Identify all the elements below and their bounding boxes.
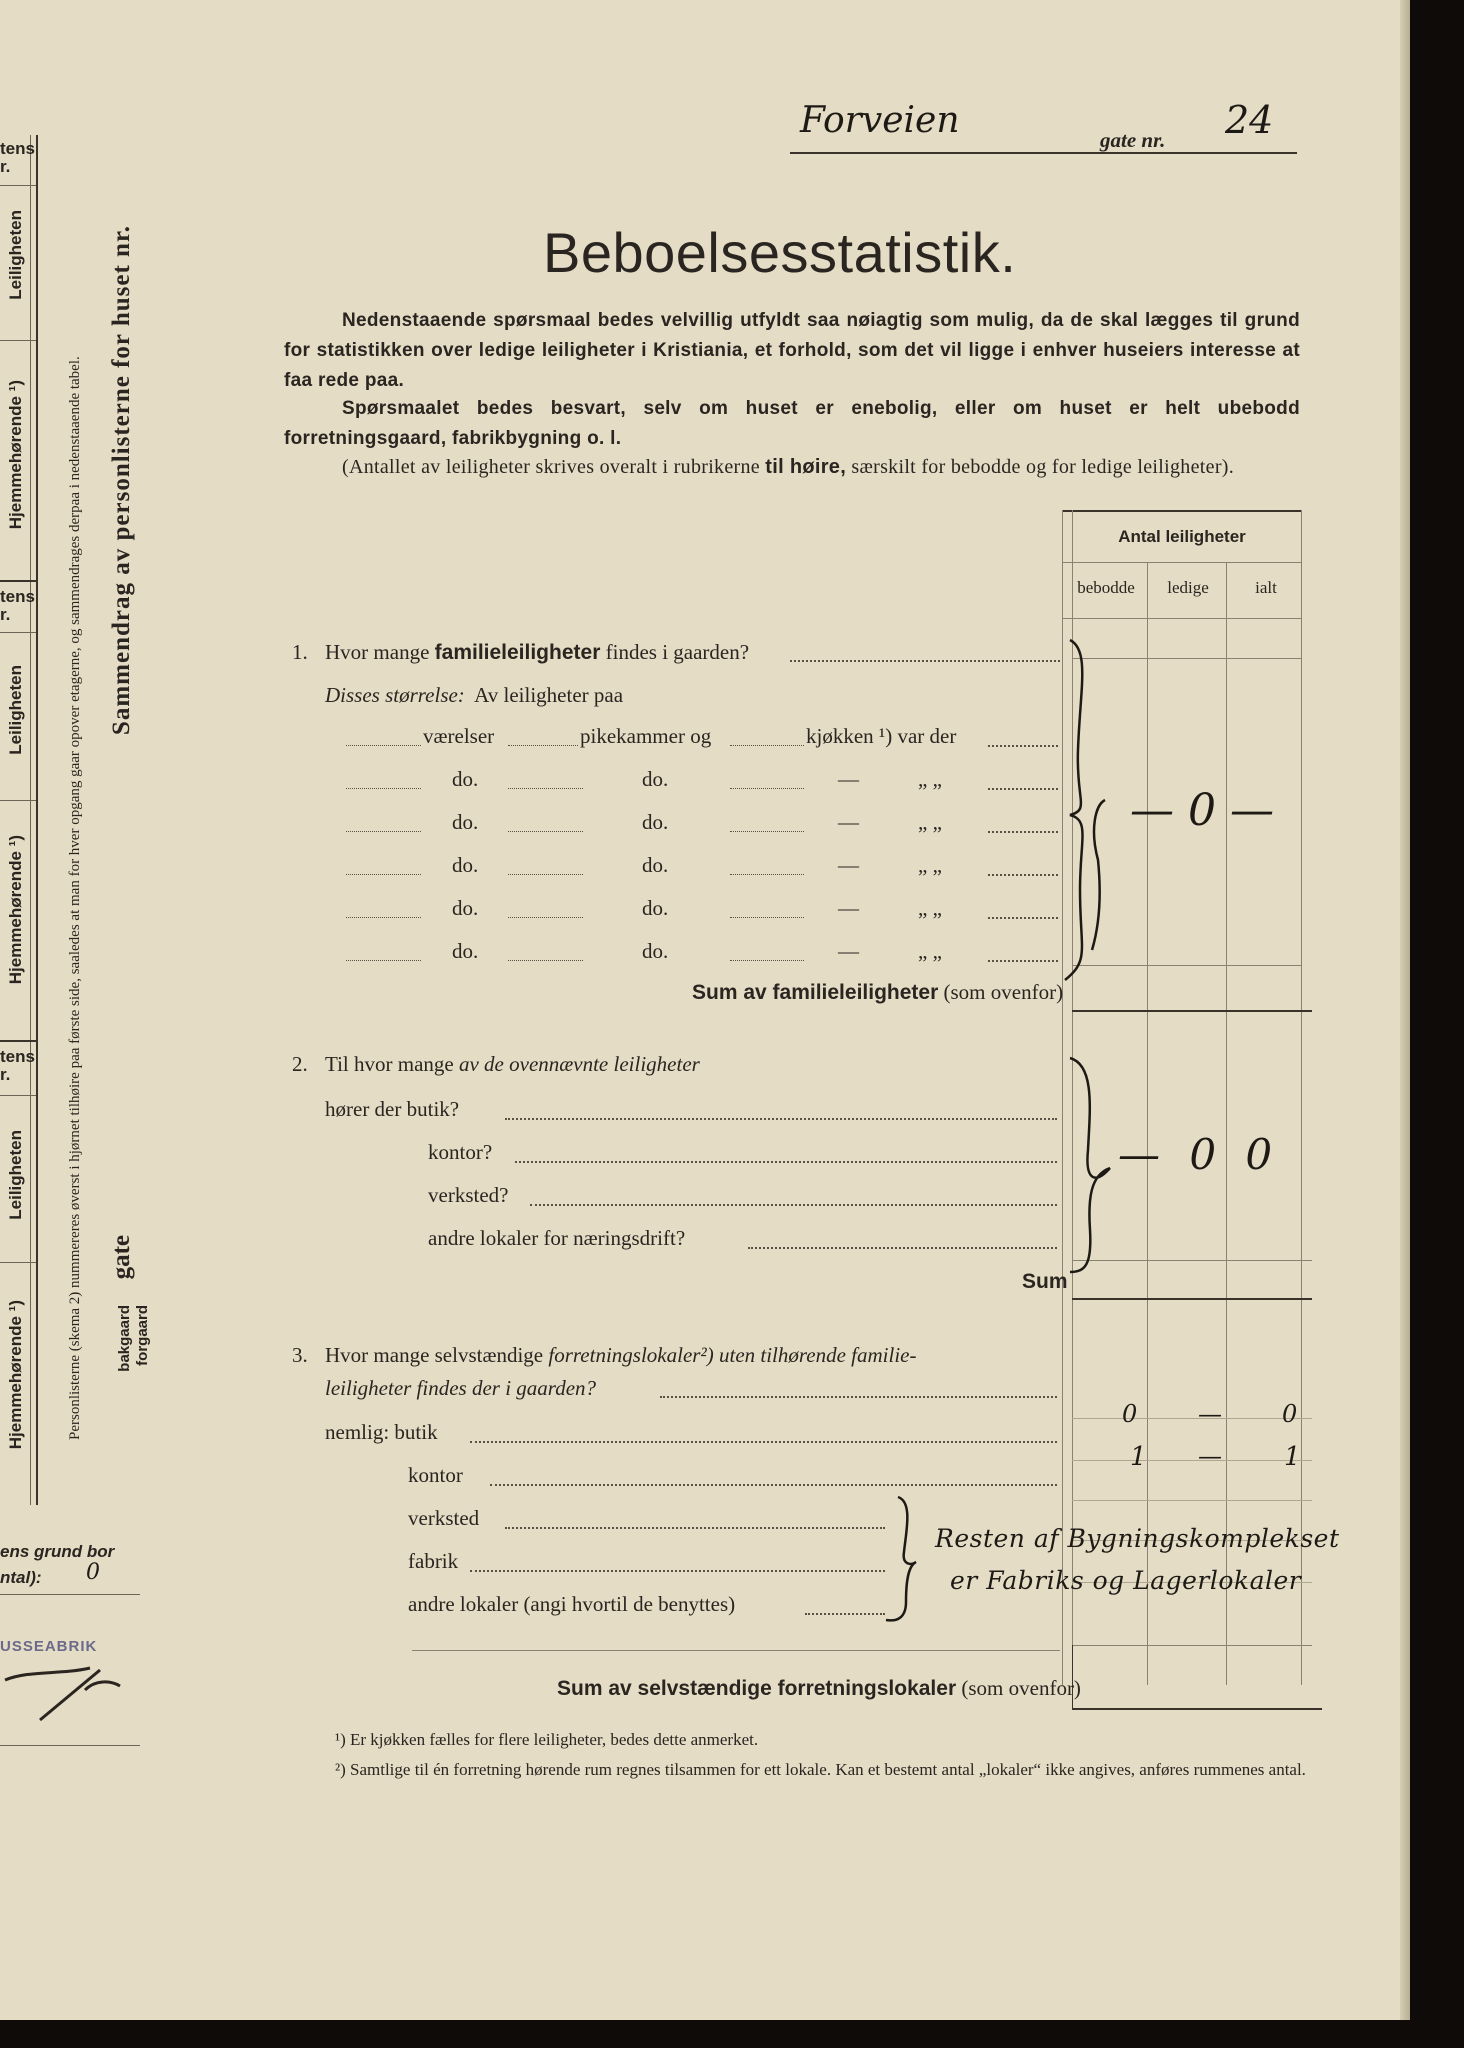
- q1-row-dash: —: [838, 896, 859, 920]
- q1-row-dash: —: [838, 810, 859, 834]
- dotted-leader: [988, 917, 1058, 919]
- dotted-leader: [346, 960, 421, 961]
- table-q2-sum-rule: [1072, 1298, 1312, 1300]
- table-top-rule: [1062, 510, 1302, 512]
- dotted-leader: [346, 874, 421, 875]
- q2-sum: Sum: [1022, 1270, 1068, 1293]
- q3-butik-ialt: 0: [1282, 1400, 1298, 1428]
- q1-row-dash: —: [838, 939, 859, 963]
- q1-text-c: findes i gaarden?: [605, 640, 750, 664]
- intro-p3-c: særskilt for bebodde og for ledige leiligheter).: [851, 456, 1235, 478]
- sidebar-bakgaard: bakgaard: [116, 1305, 133, 1372]
- sidebar-col-leil-2: Leiligheten: [6, 665, 25, 755]
- q3-verksted: verksted: [408, 1506, 480, 1530]
- page-edge: [1400, 0, 1410, 2020]
- sidebar-col-hjem-1: Hjemmehørende ¹): [6, 380, 25, 530]
- sidebar-col-leil-1: Leiligheten: [6, 210, 25, 300]
- sidebar-grund-a: ens grund bor: [0, 1542, 115, 1561]
- dotted-leader: [730, 874, 804, 875]
- q3-fabrik: fabrik: [408, 1549, 459, 1573]
- dotted-leader: [508, 874, 583, 875]
- dotted-leader: [346, 831, 421, 832]
- q3-text-line2: leiligheter findes der i gaarden?: [325, 1376, 597, 1400]
- sidebar-vertical-note-box: [66, 210, 106, 1440]
- intro-paragraph-1: Nedenstaaende spørsmaal bedes velvillig utfyldt saa nøiagtig som mulig, da de skal lægges til grund for statistikken over ledige leiligheter i Kristiania, et forhold, som det vil ligge i enhver huseiers interesse at faa rede paa.: [284, 310, 1300, 391]
- q3-butik: nemlig: butik: [325, 1420, 438, 1444]
- dotted-leader: [508, 917, 583, 918]
- q1-sum-b: (som ovenfor): [943, 980, 1064, 1004]
- dotted-leader: [730, 917, 804, 918]
- sidebar-col-hjem-2: Hjemmehørende ¹): [6, 835, 25, 985]
- table-q3-sum-rule: [1072, 1708, 1322, 1710]
- q1-row-do-2: do.: [642, 767, 669, 791]
- q1-row-do-2: do.: [642, 939, 669, 963]
- q3-butik-ledige: —: [1198, 1400, 1222, 1428]
- intro-paragraph-2: Spørsmaalet bedes besvart, selv om huset er enebolig, eller om huset er helt ubebodd forretningsgaard, fabrikbygning o. l.: [284, 398, 1300, 449]
- q1-row-dash: —: [838, 767, 859, 791]
- dotted-leader: [988, 788, 1058, 790]
- dotted-leader: [508, 960, 583, 961]
- q3-note-line2: er Fabriks og Lagerlokaler: [950, 1566, 1302, 1595]
- q3-note-line1: Resten af Bygningskomplekset: [935, 1524, 1340, 1553]
- q3-andre: andre lokaler (angi hvortil de benyttes): [408, 1592, 736, 1616]
- sidebar-signature-mark: [0, 1650, 140, 1740]
- intro-p3-b: til høire,: [765, 456, 847, 478]
- q2-text-a: Til hvor mange: [325, 1052, 454, 1076]
- q1-row-do-1: do.: [452, 810, 479, 834]
- q1-row-do-1: do.: [452, 767, 479, 791]
- footnote-2: ²) Samtlige til én forretning hørende rum regnes tilsammen for ett lokale. Kan et bestemt antal „lokaler“ ikke angives, anføres rummenes antal.: [335, 1760, 1306, 1779]
- q2-text-b: av de ovennævnte leiligheter: [458, 1052, 700, 1076]
- dotted-leader: [508, 788, 583, 789]
- q1-row-do-2: do.: [642, 896, 669, 920]
- dotted-leader: [508, 831, 583, 832]
- table-q1-sum-rule: [1072, 1010, 1312, 1012]
- q1-size-b: Av leiligheter paa: [474, 683, 624, 707]
- dotted-leader: [988, 831, 1058, 833]
- q1-row-do-1: do.: [452, 896, 479, 920]
- q3-brace-handwritten: [878, 1492, 928, 1627]
- q2-kontor: kontor?: [428, 1140, 493, 1164]
- sidebar-col-hjem-3: Hjemmehørende ¹): [6, 1300, 25, 1450]
- q1-row-do-1: do.: [452, 939, 479, 963]
- q3-sum: [557, 1676, 1081, 1701]
- page-title: Beboelsesstatistik.: [543, 221, 1017, 284]
- dotted-leader: [988, 960, 1058, 962]
- q1-kjokken: kjøkken ¹) var der: [806, 724, 957, 748]
- q1-vaerelser: værelser: [423, 724, 495, 748]
- sidebar-stamp: USSEABRIK: [0, 1638, 98, 1655]
- q1-sum: [692, 980, 1063, 1005]
- q1-row-ditto: „ „: [918, 810, 942, 834]
- col-header-ialt: ialt: [1255, 578, 1277, 597]
- sidebar-col-tens-1: tens r.: [0, 139, 35, 176]
- q2-text: [325, 1052, 700, 1077]
- sidebar-vertical-gate: gate: [108, 1235, 135, 1280]
- q1-text: [325, 640, 749, 665]
- q1-row-do-2: do.: [642, 810, 669, 834]
- q1-text-a: Hvor mange: [325, 640, 430, 664]
- house-number-handwritten: 24: [1225, 98, 1274, 142]
- q2-handwritten-answer: — 0 0: [1118, 1130, 1281, 1179]
- dotted-leader: [730, 960, 804, 961]
- q3-kontor-bebodde: 1: [1130, 1442, 1147, 1472]
- q3-kontor: kontor: [408, 1463, 463, 1487]
- q1-row-ditto: „ „: [918, 853, 942, 877]
- table-header-title: Antal leiligheter: [1118, 527, 1246, 546]
- dotted-leader: [730, 788, 804, 789]
- dotted-leader: [346, 917, 421, 918]
- q2-verksted: verksted?: [428, 1183, 509, 1207]
- sidebar-vertical-note: Personlisterne (skema 2) nummereres øverst i hjørnet tilhøire paa første side, saaledes at man for hver opgang gaar opover etagerne, og sammendrages derpaa i nedenstaaende tabel.: [67, 356, 83, 1440]
- q3-kontor-ialt: 1: [1284, 1442, 1301, 1472]
- q1-row-do-2: do.: [642, 853, 669, 877]
- q3-text-line1: [325, 1343, 917, 1368]
- q3-sum-a: Sum av selvstændige forretningslokaler: [557, 1677, 957, 1700]
- sidebar-grund-b: ntal):: [0, 1568, 42, 1587]
- q1-number: 1.: [292, 640, 308, 664]
- q1-row-ditto: „ „: [918, 767, 942, 791]
- sidebar-col-leil-3: Leiligheten: [6, 1130, 25, 1220]
- q1-row-ditto: „ „: [918, 896, 942, 920]
- sidebar-col-tens-3: tens r.: [0, 1047, 35, 1084]
- q1-size-line: [325, 683, 623, 708]
- q1-row-do-1: do.: [452, 853, 479, 877]
- q2-number: 2.: [292, 1052, 308, 1076]
- sidebar-rule: [36, 135, 38, 1505]
- q3-text-c: uten tilhørende familie-: [718, 1343, 917, 1367]
- q1-handwritten-answer: — 0 —: [1130, 785, 1274, 836]
- street-name-handwritten: Forveien: [800, 100, 960, 141]
- q3-text-b: forretningslokaler²): [548, 1343, 714, 1367]
- q1-text-b: familieleiligheter: [434, 641, 601, 664]
- q3-text-a: Hvor mange selvstændige: [325, 1343, 544, 1367]
- intro-paragraph-3: [284, 452, 1300, 482]
- col-header-ledige: ledige: [1167, 578, 1209, 597]
- q3-butik-bebodde: 0: [1122, 1400, 1138, 1428]
- intro-p3-a: (Antallet av leiligheter skrives overalt i rubrikerne: [342, 456, 760, 478]
- q1-pikekammer: pikekammer og: [580, 724, 712, 748]
- q1-size-a: Disses størrelse:: [325, 683, 465, 707]
- q1-sum-a: Sum av familieleiligheter: [692, 981, 939, 1004]
- q3-sum-b: (som ovenfor): [961, 1676, 1081, 1700]
- gate-nr-label: gate nr.: [1100, 128, 1166, 152]
- q3-kontor-ledige: —: [1198, 1442, 1222, 1470]
- sidebar-grund-value: 0: [86, 1560, 100, 1585]
- sidebar-forgaard: forgaard: [134, 1305, 151, 1366]
- address-underline: [790, 152, 1297, 154]
- q3-number: 3.: [292, 1343, 308, 1367]
- dotted-leader: [730, 831, 804, 832]
- q2-andre: andre lokaler for næringsdrift?: [428, 1226, 686, 1250]
- dotted-leader: [988, 874, 1058, 876]
- footnote-1: ¹) Er kjøkken fælles for flere leiligheter, bedes dette anmerket.: [335, 1730, 759, 1749]
- sidebar-col-tens-2: tens r.: [0, 587, 35, 624]
- sidebar-vertical-title: Sammendrag av personlisterne for huset nr.: [108, 225, 135, 736]
- col-header-bebodde: bebodde: [1077, 578, 1135, 597]
- dotted-leader: [346, 788, 421, 789]
- q2-butik: hører der butik?: [325, 1097, 460, 1121]
- q1-row-ditto: „ „: [918, 939, 942, 963]
- q1-row-dash: —: [838, 853, 859, 877]
